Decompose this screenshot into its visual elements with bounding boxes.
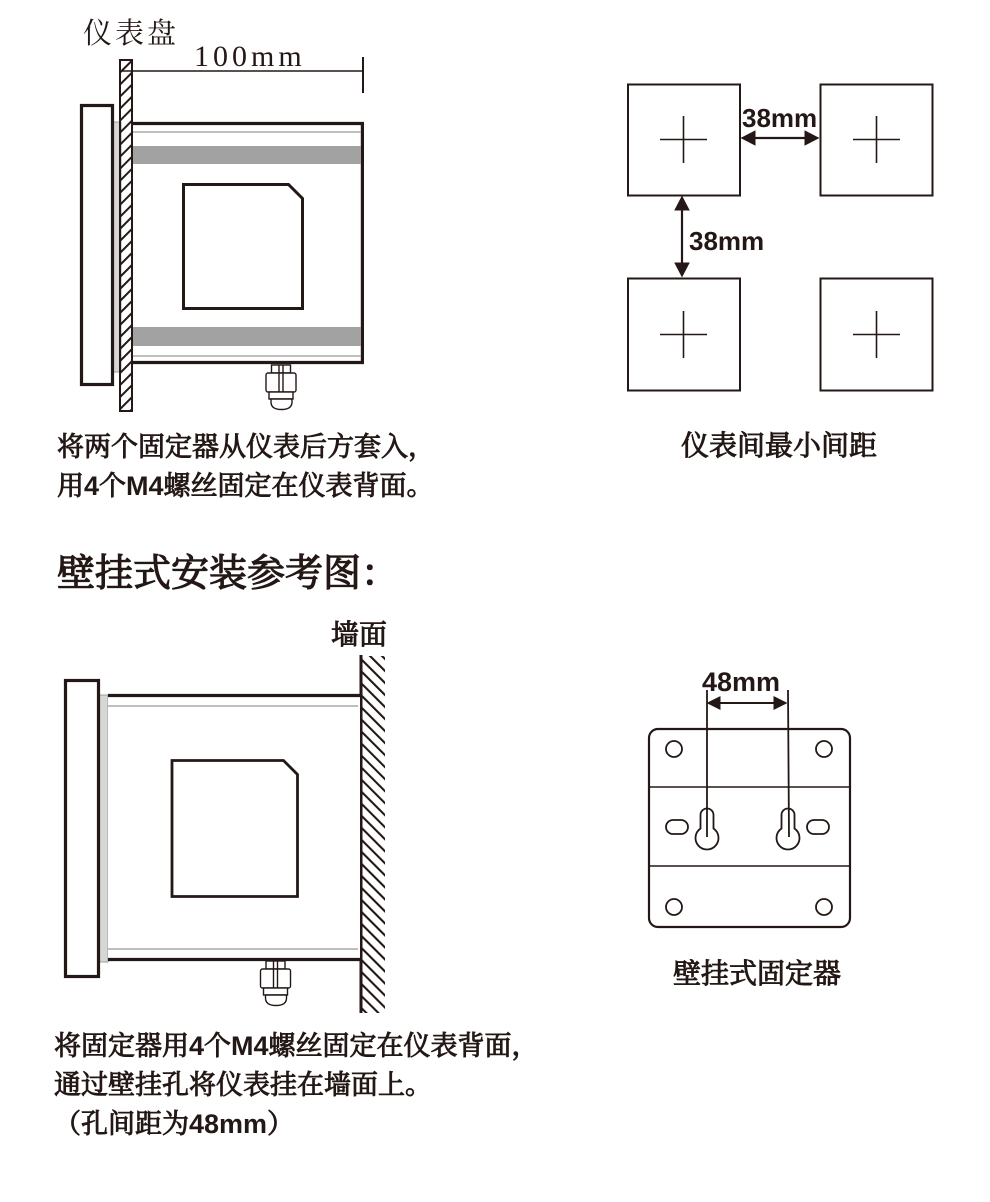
fixer-bar-top <box>133 146 361 164</box>
fixer-bar-bottom <box>133 327 361 346</box>
min-spacing-caption: 仪表间最小间距 <box>681 430 878 461</box>
dim-100mm-label: 100mm <box>194 40 306 73</box>
panel-mount-note-line1: 将两个固定器从仪表后方套入， <box>57 432 435 462</box>
dim-48mm-label: 48mm <box>702 667 781 697</box>
wall-mount-note-line1: 将固定器用4个M4螺丝固定在仪表背面， <box>54 1031 539 1061</box>
dim-38mm-vertical-label: 38mm <box>689 226 765 256</box>
label-window <box>184 185 303 309</box>
panel-mount-side-view-diagram <box>55 40 375 415</box>
wall-mount-note <box>54 1027 539 1144</box>
panel-label: 仪表盘 <box>83 18 180 50</box>
instrument-body <box>133 123 363 363</box>
instrument-body-wall <box>108 695 360 960</box>
wall-mount-note-line2: 通过壁挂孔将仪表挂在墙面上。 <box>54 1070 432 1100</box>
label-window-wall <box>172 761 298 897</box>
spacing-arrow-vertical <box>674 196 690 278</box>
cable-gland <box>266 365 296 410</box>
wall-label: 墙面 <box>331 619 388 650</box>
bezel-lip-wall <box>99 695 108 962</box>
wall-bracket-diagram <box>640 680 870 940</box>
dim-38mm-horizontal-label: 38mm <box>742 103 818 133</box>
front-bezel <box>82 106 113 385</box>
panel-mount-note-line2: 用4个M4螺丝固定在仪表背面。 <box>57 471 434 501</box>
wall-mount-note-line3: （孔间距为48mm） <box>54 1109 295 1139</box>
wall-mount-heading: 壁挂式安装参考图： <box>57 553 400 595</box>
bracket-caption: 壁挂式固定器 <box>673 958 842 989</box>
panel-mount-note <box>57 428 435 506</box>
panel-cut-hatch <box>119 60 133 411</box>
front-bezel-wall <box>66 681 99 977</box>
wall-mount-side-view-diagram <box>50 650 395 1015</box>
cable-gland-wall <box>261 961 291 1006</box>
wall-hatch <box>362 656 385 1013</box>
